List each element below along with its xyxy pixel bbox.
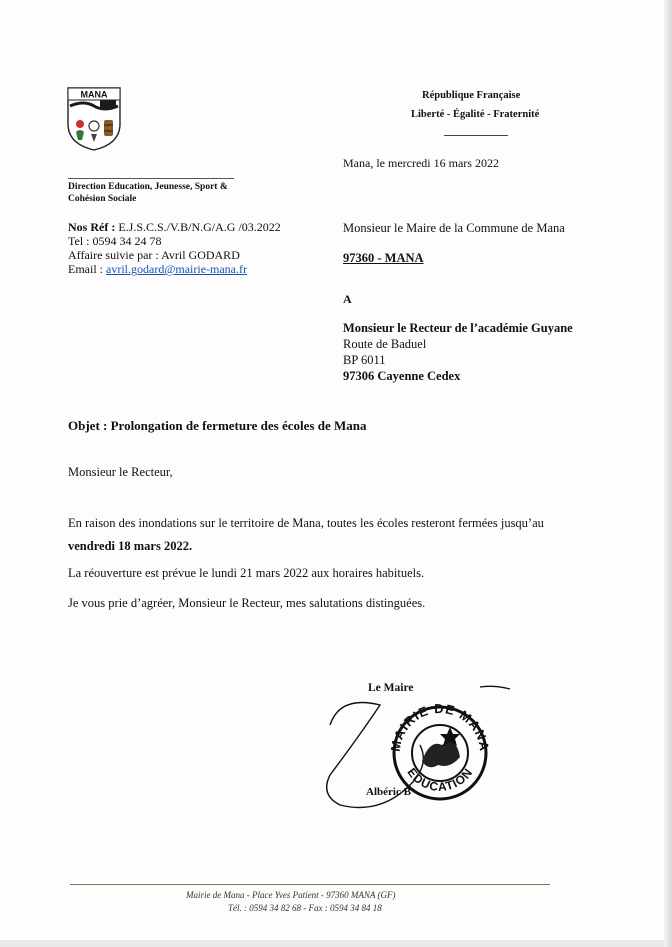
footer-phone-fax: Tél. : 0594 34 82 68 - Fax : 0594 34 84 18	[228, 903, 382, 913]
signatory-name: Albéric B	[366, 786, 411, 798]
telephone-line: Tel : 0594 34 24 78	[68, 234, 162, 248]
reference-value: E.J.S.C.S./V.B/N.G/A.G /03.2022	[115, 220, 281, 234]
affaire-suivie-line: Affaire suivie par : Avril GODARD	[68, 248, 240, 262]
stamp-bottom-text: EDUCATION	[404, 765, 476, 795]
republic-motto: Liberté - Égalité - Fraternité	[411, 109, 540, 120]
recipient-street: Route de Baduel	[343, 337, 427, 351]
body-paragraph-1	[68, 512, 608, 558]
recipient-city: 97306 Cayenne Cedex	[343, 369, 461, 383]
mairie-stamp	[388, 701, 492, 799]
footer-address: Mairie de Mana - Place Yves Patient - 97360 MANA (GF)	[186, 890, 396, 900]
references-block	[68, 220, 281, 276]
page-edge-shadow	[664, 0, 672, 947]
sender-title: Monsieur le Maire de la Commune de Mana	[343, 221, 565, 235]
body-paragraph-1-text: En raison des inondations sur le territoire de Mana, toutes les écoles resteront fermées jusqu’au	[68, 516, 544, 530]
header-divider	[444, 135, 508, 136]
mana-coat-of-arms-logo	[64, 84, 124, 152]
reference-line	[68, 220, 281, 234]
recipient-prefix: A	[343, 292, 352, 306]
signatory-title: Le Maire	[368, 682, 414, 694]
letter-subject: Objet : Prolongation de fermeture des écoles de Mana	[68, 418, 367, 433]
body-paragraph-2: La réouverture est prévue le lundi 21 mars 2022 aux horaires habituels.	[68, 566, 425, 580]
republique-francaise-heading: République Française	[422, 90, 521, 101]
reference-label: Nos Réf :	[68, 220, 116, 234]
direction-divider	[68, 178, 234, 179]
recipient-bp: BP 6011	[343, 353, 386, 367]
svg-text:EDUCATION	[404, 765, 475, 794]
email-label: Email :	[68, 262, 106, 276]
recipient-name: Monsieur le Recteur de l’académie Guyane	[343, 321, 573, 335]
email-line	[68, 262, 281, 276]
stamp-top-text: MAIRIE DE MANA	[387, 700, 493, 753]
recipient-address	[343, 320, 573, 384]
footer-divider	[70, 884, 550, 885]
closing-formula: Je vous prie d’agréer, Monsieur le Recteur, mes salutations distinguées.	[68, 596, 426, 610]
logo-text: MANA	[80, 89, 108, 100]
salutation: Monsieur le Recteur,	[68, 465, 173, 479]
direction-name: Direction Education, Jeunesse, Sport & Cohésion Sociale	[68, 182, 228, 204]
reopening-date-emphasis: vendredi 18 mars 2022.	[68, 539, 193, 553]
sender-postcode: 97360 - MANA	[343, 251, 424, 265]
email-link[interactable]: avril.godard@mairie-mana.fr	[106, 262, 247, 276]
letter-date: Mana, le mercredi 16 mars 2022	[343, 156, 499, 170]
